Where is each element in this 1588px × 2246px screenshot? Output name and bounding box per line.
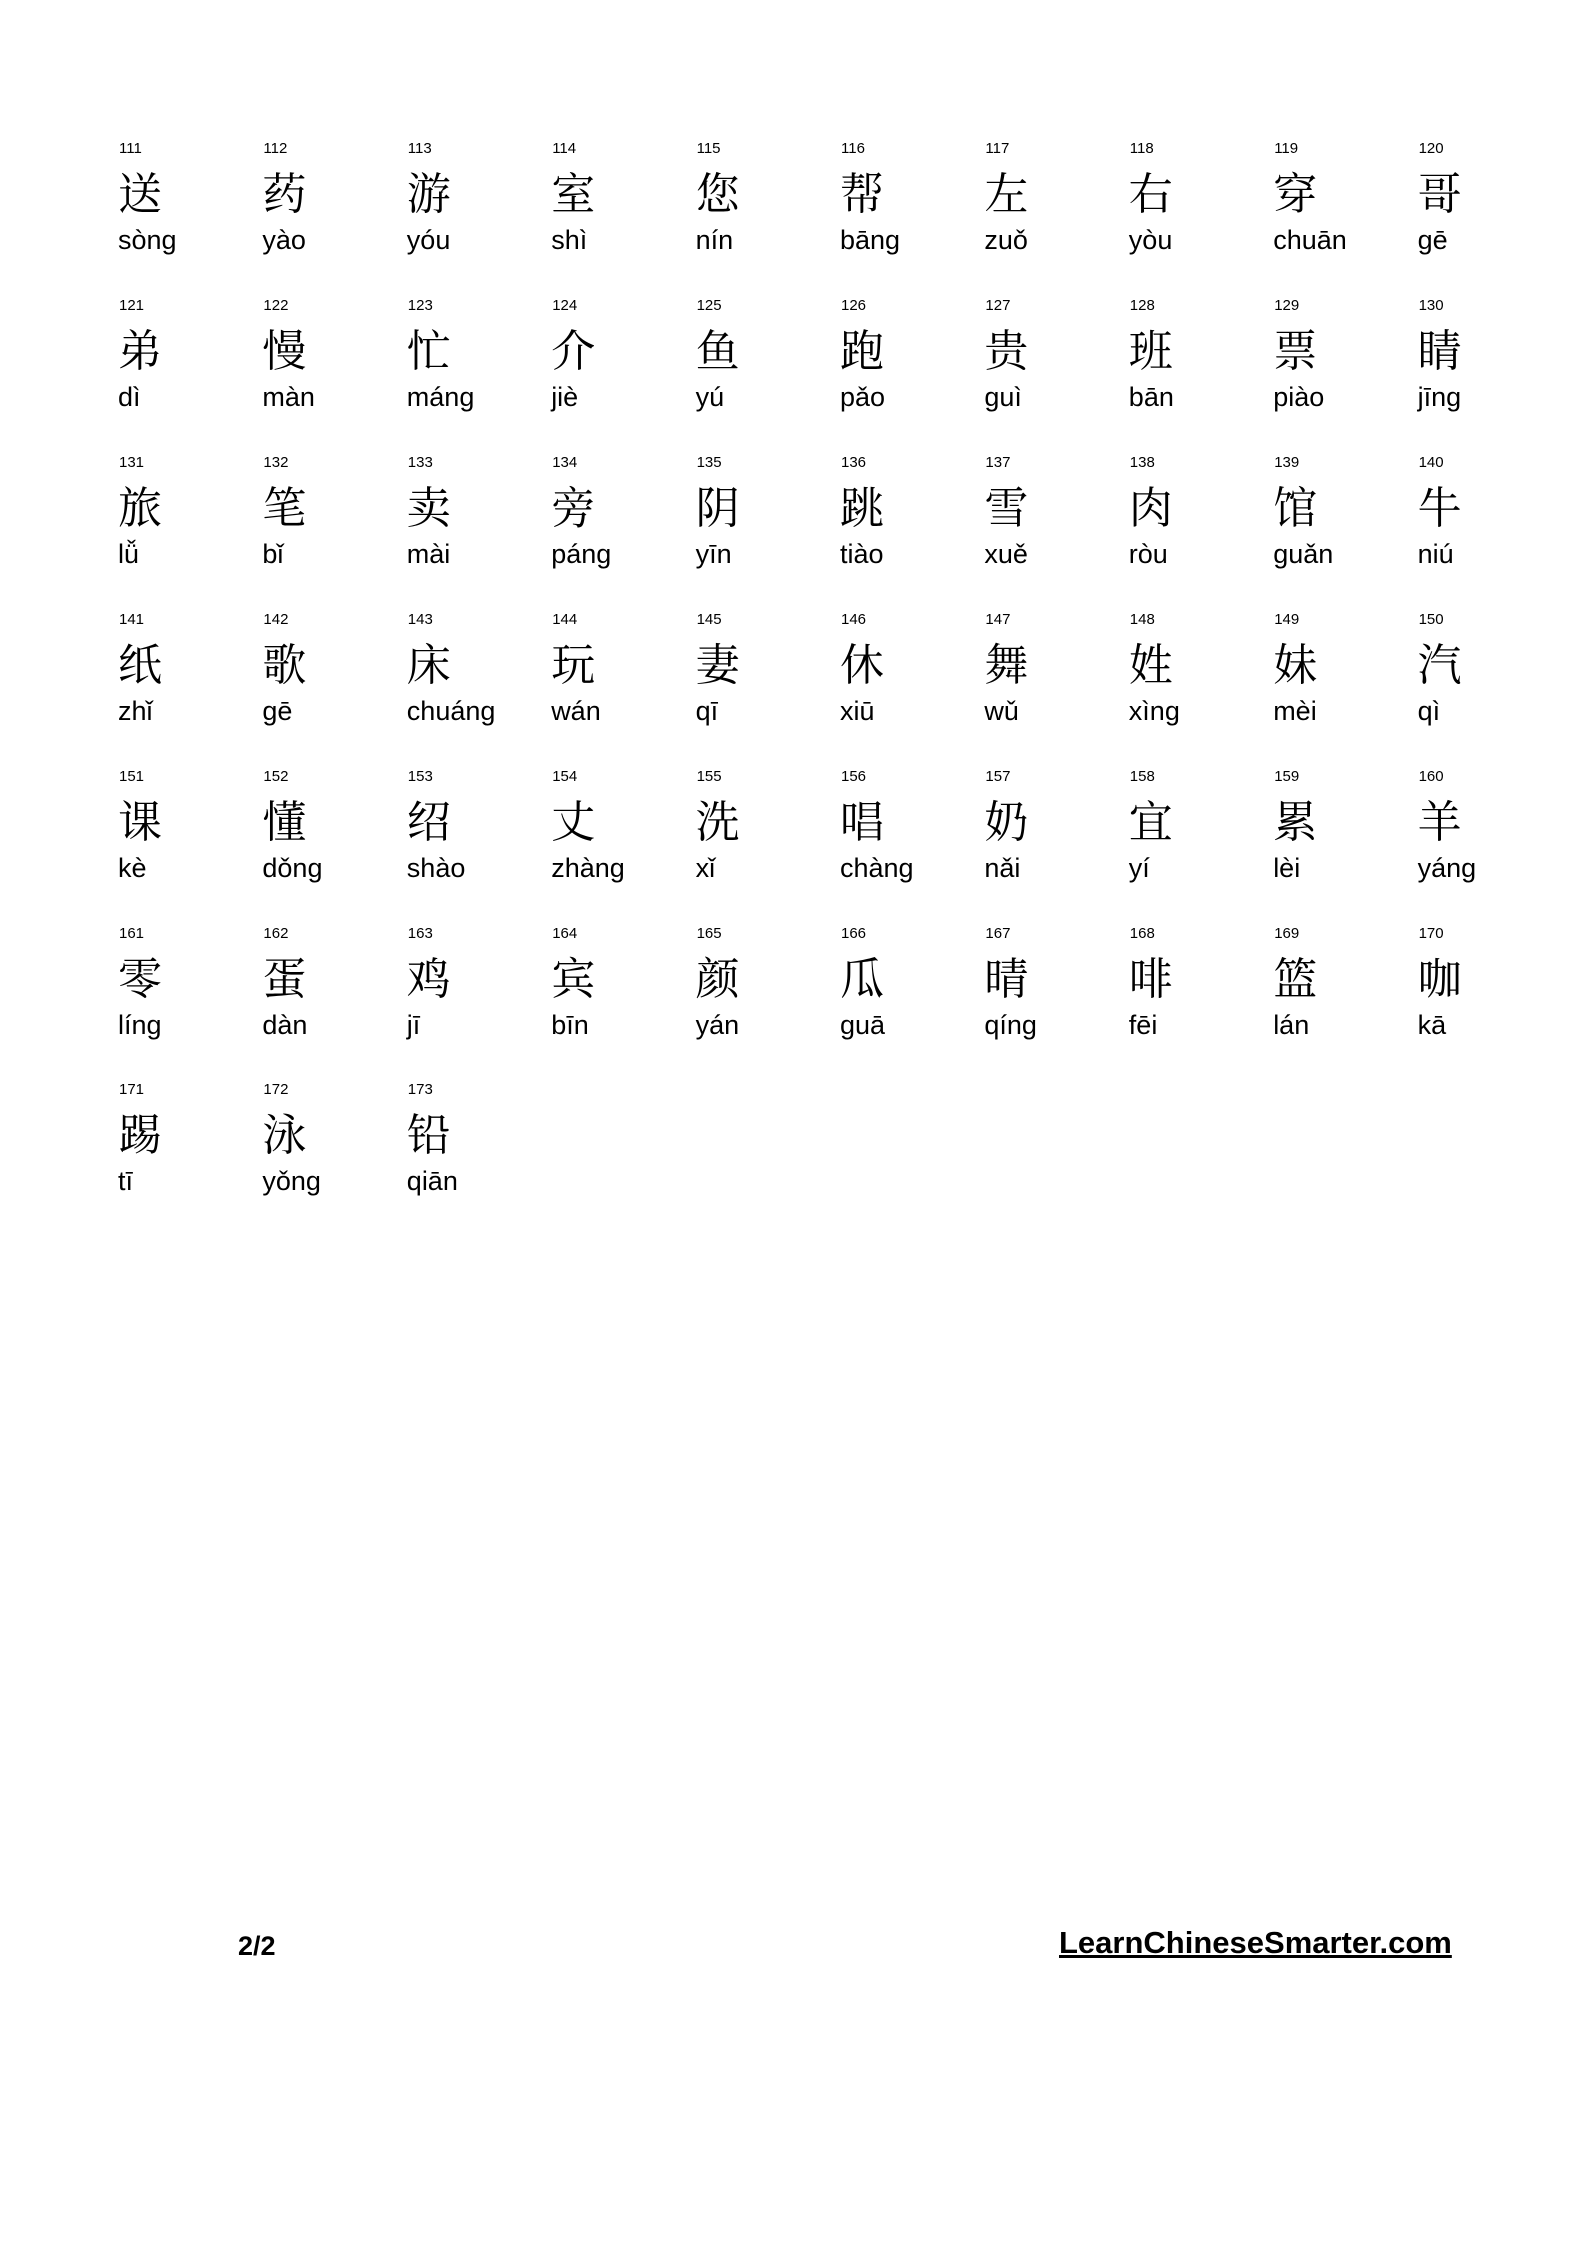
entry-character: 馆 (1273, 482, 1318, 534)
entry-number: 130 (1418, 296, 1444, 314)
entry-pinyin: tī (118, 1166, 134, 1197)
entry-character: 绍 (406, 796, 451, 848)
entry-character: 宾 (551, 953, 596, 1005)
entry-number: 162 (263, 924, 289, 942)
entry-pinyin: fēi (1128, 1009, 1158, 1040)
entry-pinyin: nín (695, 225, 734, 255)
entry-character: 姓 (1128, 639, 1173, 691)
character-entry (118, 140, 258, 290)
entry-character: 雪 (984, 482, 1029, 534)
character-entry (407, 1081, 547, 1231)
entry-pinyin: jī (406, 1009, 421, 1040)
entry-character: 笔 (262, 482, 307, 534)
entry-character: 宜 (1128, 796, 1173, 848)
entry-character: 羊 (1417, 796, 1462, 848)
entry-number: 145 (696, 610, 722, 628)
entry-pinyin: zhǐ (118, 695, 153, 726)
entry-character: 床 (406, 639, 451, 691)
entry-number: 119 (1274, 140, 1299, 157)
entry-pinyin: wǔ (984, 695, 1019, 726)
entry-pinyin: bīn (551, 1009, 589, 1040)
entry-number: 124 (552, 296, 578, 314)
entry-pinyin: xìng (1128, 695, 1180, 726)
entry-number: 153 (407, 767, 433, 785)
character-entry (551, 768, 691, 918)
character-entry (984, 140, 1124, 290)
entry-character: 踢 (118, 1110, 162, 1162)
character-entry (696, 454, 836, 604)
entry-character: 室 (551, 169, 596, 220)
entry-number: 134 (552, 453, 578, 471)
character-entry (262, 454, 402, 604)
entry-pinyin: màn (262, 381, 315, 412)
entry-number: 171 (119, 1081, 145, 1099)
entry-character: 班 (1128, 325, 1173, 377)
entry-pinyin: zhàng (551, 852, 625, 883)
entry-character: 牛 (1417, 482, 1462, 534)
entry-pinyin: bāng (840, 225, 901, 255)
entry-character: 零 (118, 953, 162, 1005)
entry-number: 163 (407, 924, 433, 942)
entry-number: 112 (263, 140, 288, 157)
character-entry (551, 454, 691, 604)
entry-number: 118 (1129, 140, 1154, 157)
character-entry (407, 454, 547, 604)
entry-character: 鸡 (406, 953, 451, 1005)
entry-number: 146 (841, 610, 867, 628)
entry-number: 131 (119, 453, 145, 471)
entry-character: 汽 (1417, 639, 1462, 691)
entry-number: 122 (263, 296, 289, 314)
character-entry (262, 768, 402, 918)
character-entry (551, 925, 691, 1075)
entry-number: 169 (1274, 924, 1300, 942)
entry-number: 116 (841, 140, 865, 157)
entry-pinyin: xuě (984, 538, 1028, 569)
entry-number: 111 (119, 140, 142, 157)
character-entry (407, 297, 547, 447)
character-entry (696, 297, 836, 447)
entry-character: 晴 (984, 953, 1029, 1005)
entry-character: 帮 (840, 169, 884, 220)
entry-number: 168 (1129, 924, 1155, 942)
character-entry (118, 297, 258, 447)
character-entry (118, 454, 258, 604)
character-entry (696, 611, 836, 761)
character-entry (696, 140, 836, 290)
entry-pinyin: shào (406, 852, 466, 883)
entry-pinyin: pǎo (840, 381, 886, 412)
entry-pinyin: qiān (406, 1166, 458, 1197)
entry-pinyin: lèi (1273, 852, 1301, 883)
entry-number: 150 (1418, 610, 1444, 628)
character-entry (1418, 454, 1558, 604)
entry-pinyin: bān (1128, 381, 1174, 412)
entry-pinyin: yīn (695, 538, 732, 569)
character-entry (118, 925, 258, 1075)
entry-number: 140 (1418, 453, 1444, 471)
entry-character: 丈 (551, 796, 596, 848)
entry-character: 慢 (262, 325, 307, 377)
entry-pinyin: yóu (406, 225, 451, 255)
character-entry (262, 925, 402, 1075)
entry-number: 158 (1129, 767, 1155, 785)
entry-number: 142 (263, 610, 289, 628)
entry-character: 哥 (1417, 169, 1462, 220)
character-entry (1129, 768, 1269, 918)
character-entry (262, 1081, 402, 1231)
entry-pinyin: kè (118, 852, 147, 883)
character-entry (1273, 454, 1413, 604)
entry-character: 泳 (262, 1110, 307, 1162)
entry-character: 穿 (1273, 169, 1318, 220)
entry-number: 128 (1129, 296, 1155, 314)
entry-character: 纸 (118, 639, 162, 691)
entry-character: 篮 (1273, 953, 1318, 1005)
character-entry (696, 925, 836, 1075)
character-entry (551, 140, 691, 290)
entry-character: 咖 (1417, 953, 1462, 1005)
entry-character: 洗 (695, 796, 740, 848)
entry-number: 141 (119, 610, 145, 628)
entry-number: 160 (1418, 767, 1444, 785)
entry-pinyin: yào (262, 225, 306, 255)
character-entry (1129, 140, 1269, 290)
entry-number: 132 (263, 453, 289, 471)
entry-pinyin: yí (1128, 852, 1150, 883)
entry-pinyin: lán (1273, 1009, 1310, 1040)
character-entry (1418, 297, 1558, 447)
entry-pinyin: qī (695, 695, 719, 726)
entry-number: 151 (119, 767, 145, 785)
entry-character: 药 (262, 169, 307, 220)
character-entry (1129, 297, 1269, 447)
entry-number: 135 (696, 453, 722, 471)
entry-character: 奶 (984, 796, 1029, 848)
entry-number: 148 (1129, 610, 1155, 628)
entry-number: 129 (1274, 296, 1300, 314)
entry-number: 136 (841, 453, 867, 471)
character-entry (1129, 454, 1269, 604)
character-entry (551, 611, 691, 761)
character-entry (551, 297, 691, 447)
entry-character: 介 (551, 325, 596, 377)
entry-character: 瓜 (840, 953, 884, 1005)
entry-pinyin: yáng (1417, 852, 1477, 883)
entry-number: 121 (119, 296, 145, 314)
entry-character: 右 (1128, 169, 1173, 220)
character-entry (1418, 768, 1558, 918)
character-entry (984, 297, 1124, 447)
character-entry (407, 140, 547, 290)
character-entry (840, 140, 980, 290)
entry-character: 鱼 (695, 325, 740, 377)
entry-pinyin: ròu (1128, 538, 1168, 569)
character-grid (118, 140, 1538, 1260)
entry-pinyin: yán (695, 1009, 740, 1040)
entry-character: 颜 (695, 953, 740, 1005)
entry-character: 游 (406, 169, 451, 220)
entry-pinyin: gē (262, 695, 293, 726)
entry-pinyin: dì (118, 381, 141, 412)
entry-pinyin: líng (118, 1009, 162, 1040)
entry-character: 课 (118, 796, 162, 848)
character-entry (840, 454, 980, 604)
entry-pinyin: nǎi (984, 852, 1021, 883)
character-entry (1273, 140, 1413, 290)
entry-pinyin: xiū (840, 695, 875, 726)
entry-pinyin: xǐ (695, 852, 716, 883)
site-link[interactable]: LearnChineseSmarter.com (1059, 1925, 1452, 1960)
character-entry (840, 297, 980, 447)
entry-pinyin: yǒng (262, 1166, 321, 1197)
entry-pinyin: dàn (262, 1009, 308, 1040)
entry-pinyin: shì (551, 225, 588, 255)
entry-number: 155 (696, 767, 722, 785)
entry-character: 左 (984, 169, 1029, 220)
entry-character: 弟 (118, 325, 162, 377)
entry-pinyin: zuǒ (984, 225, 1028, 255)
character-entry (1273, 611, 1413, 761)
character-entry (1418, 611, 1558, 761)
entry-character: 玩 (551, 639, 596, 691)
entry-number: 159 (1274, 767, 1300, 785)
entry-pinyin: dǒng (262, 852, 323, 883)
entry-number: 166 (841, 924, 867, 942)
entry-number: 115 (696, 140, 721, 157)
entry-character: 肉 (1128, 482, 1173, 534)
character-entry (984, 768, 1124, 918)
entry-number: 133 (407, 453, 433, 471)
entry-number: 120 (1418, 140, 1444, 157)
entry-number: 125 (696, 296, 722, 314)
character-entry (1418, 140, 1558, 290)
entry-number: 161 (119, 924, 145, 942)
character-entry (840, 611, 980, 761)
entry-character: 忙 (406, 325, 451, 377)
character-entry (1129, 925, 1269, 1075)
character-entry (407, 925, 547, 1075)
entry-character: 休 (840, 639, 884, 691)
entry-character: 妹 (1273, 639, 1318, 691)
character-entry (407, 768, 547, 918)
character-entry (262, 611, 402, 761)
entry-number: 138 (1129, 453, 1155, 471)
entry-pinyin: sòng (118, 225, 177, 255)
entry-character: 阴 (695, 482, 740, 534)
entry-number: 144 (552, 610, 578, 628)
entry-number: 154 (552, 767, 578, 785)
entry-pinyin: gē (1417, 225, 1448, 255)
character-entry (984, 454, 1124, 604)
entry-number: 137 (985, 453, 1011, 471)
entry-character: 妻 (695, 639, 740, 691)
entry-character: 卖 (406, 482, 451, 534)
entry-number: 114 (552, 140, 577, 157)
entry-pinyin: chuān (1273, 225, 1347, 255)
entry-pinyin: máng (406, 381, 475, 412)
entry-number: 164 (552, 924, 578, 942)
character-entry (262, 140, 402, 290)
entry-pinyin: guì (984, 381, 1022, 412)
entry-pinyin: jīng (1417, 381, 1462, 412)
character-entry (984, 611, 1124, 761)
entry-number: 139 (1274, 453, 1300, 471)
entry-number: 157 (985, 767, 1011, 785)
entry-character: 懂 (262, 796, 307, 848)
entry-number: 170 (1418, 924, 1444, 942)
character-entry (1273, 768, 1413, 918)
character-entry (262, 297, 402, 447)
entry-pinyin: chàng (840, 852, 914, 883)
entry-character: 啡 (1128, 953, 1173, 1005)
entry-number: 156 (841, 767, 867, 785)
entry-number: 149 (1274, 610, 1300, 628)
entry-character: 票 (1273, 325, 1318, 377)
entry-pinyin: yòu (1128, 225, 1173, 255)
entry-pinyin: lǚ (118, 538, 140, 569)
entry-number: 172 (263, 1081, 289, 1099)
entry-number: 123 (407, 296, 433, 314)
entry-character: 旁 (551, 482, 596, 534)
entry-character: 蛋 (262, 953, 307, 1005)
entry-number: 147 (985, 610, 1011, 628)
entry-character: 送 (118, 169, 162, 220)
entry-number: 143 (407, 610, 433, 628)
entry-pinyin: bǐ (262, 538, 284, 569)
entry-number: 173 (407, 1081, 433, 1099)
entry-character: 您 (695, 169, 740, 220)
entry-pinyin: yú (695, 381, 725, 412)
entry-pinyin: piào (1273, 381, 1325, 412)
character-entry (1418, 925, 1558, 1075)
character-entry (118, 1081, 258, 1231)
entry-character: 跑 (840, 325, 884, 377)
entry-character: 唱 (840, 796, 884, 848)
entry-pinyin: wán (551, 695, 601, 726)
entry-pinyin: páng (551, 538, 612, 569)
entry-number: 117 (985, 140, 1010, 157)
entry-pinyin: guā (840, 1009, 886, 1040)
character-entry (118, 611, 258, 761)
entry-number: 152 (263, 767, 289, 785)
entry-pinyin: qíng (984, 1009, 1037, 1040)
entry-character: 铅 (406, 1110, 451, 1162)
character-entry (840, 925, 980, 1075)
character-entry (1273, 925, 1413, 1075)
entry-number: 165 (696, 924, 722, 942)
entry-character: 贵 (984, 325, 1029, 377)
entry-pinyin: niú (1417, 538, 1454, 569)
character-entry (984, 925, 1124, 1075)
entry-character: 旅 (118, 482, 162, 534)
entry-pinyin: guǎn (1273, 538, 1334, 569)
entry-pinyin: mài (406, 538, 451, 569)
character-entry (118, 768, 258, 918)
entry-pinyin: chuáng (406, 695, 496, 726)
entry-character: 累 (1273, 796, 1318, 848)
entry-number: 113 (407, 140, 432, 157)
character-entry (1129, 611, 1269, 761)
entry-number: 127 (985, 296, 1011, 314)
character-entry (407, 611, 547, 761)
page-number: 2/2 (238, 1931, 276, 1961)
entry-pinyin: tiào (840, 538, 884, 569)
character-entry (696, 768, 836, 918)
entry-pinyin: jiè (551, 381, 579, 412)
entry-pinyin: mèi (1273, 695, 1317, 726)
entry-pinyin: qì (1417, 695, 1441, 726)
entry-number: 167 (985, 924, 1011, 942)
entry-pinyin: kā (1417, 1009, 1447, 1040)
character-entry (840, 768, 980, 918)
entry-character: 跳 (840, 482, 884, 534)
character-entry (1273, 297, 1413, 447)
entry-character: 歌 (262, 639, 307, 691)
entry-character: 睛 (1417, 325, 1462, 377)
entry-number: 126 (841, 296, 867, 314)
entry-character: 舞 (984, 639, 1029, 691)
